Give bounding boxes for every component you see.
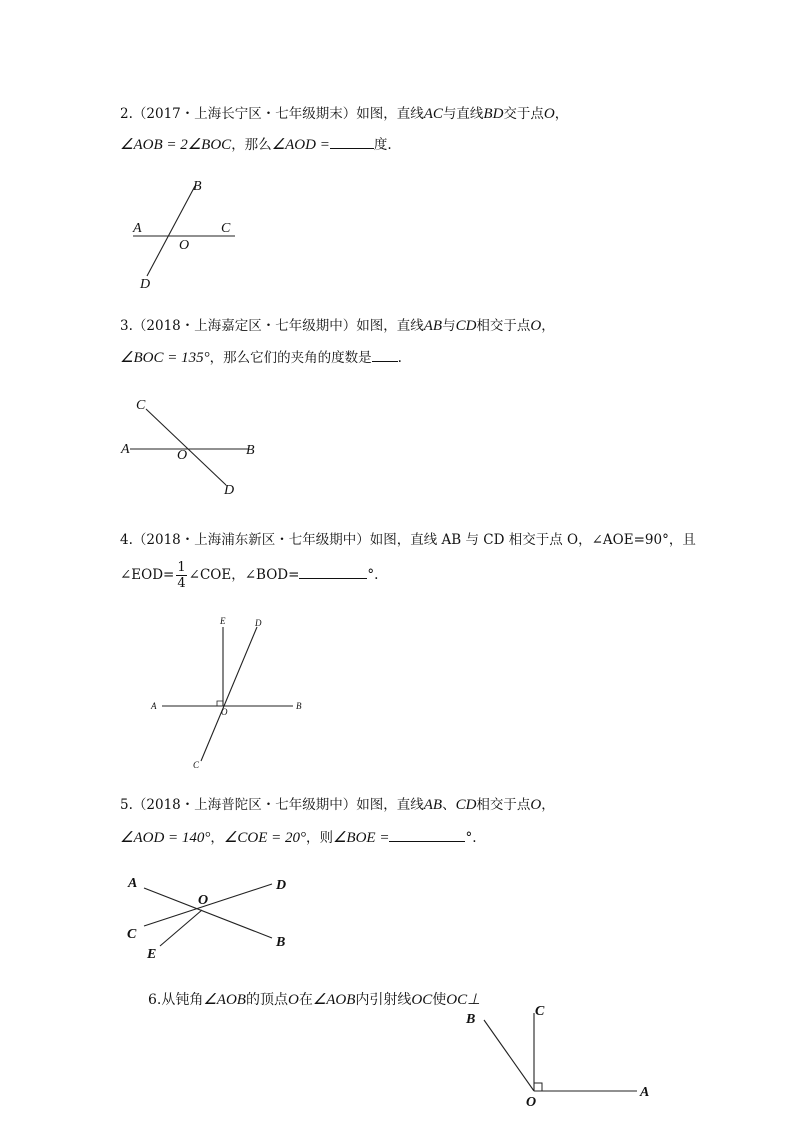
label-o: O xyxy=(526,1095,537,1110)
math-ab: AB xyxy=(423,797,443,813)
problem-2-line-2 xyxy=(120,134,392,155)
problem-text: ，则 xyxy=(305,830,333,846)
problem-6-figure xyxy=(462,998,662,1113)
label-e: E xyxy=(147,947,157,962)
line-bd xyxy=(147,186,195,276)
problem-text: ， xyxy=(541,797,555,813)
problem-3-figure xyxy=(118,393,268,503)
ray-ob xyxy=(484,1020,534,1091)
problem-text: . xyxy=(397,350,402,366)
math-perp: OC⊥ xyxy=(446,992,481,1008)
problem-6-line-1 xyxy=(148,990,480,1010)
problem-text: 内引射线 xyxy=(355,992,412,1008)
math-question: ∠AOD = xyxy=(271,137,330,153)
problem-number: 6. xyxy=(148,992,162,1008)
problem-4-figure xyxy=(148,613,313,773)
problem-text: ，那么 xyxy=(231,137,272,153)
math-condition: ∠BOC = 135° xyxy=(120,350,210,366)
problem-text: 的顶点 xyxy=(245,992,288,1008)
math-cd: CD xyxy=(455,797,477,813)
label-d: D xyxy=(224,483,235,498)
problem-text: 使 xyxy=(432,992,447,1008)
problem-source: （2017・上海长宁区・七年级期末） xyxy=(132,106,357,122)
math-condition: ∠AOB = 2∠BOC xyxy=(120,137,232,153)
label-o: O xyxy=(221,707,228,717)
problem-text: 相交于点 xyxy=(476,318,531,334)
problem-number: 3. xyxy=(120,318,133,334)
answer-blank[interactable] xyxy=(389,827,465,842)
problem-2-figure xyxy=(125,172,245,297)
label-b: B xyxy=(246,443,255,458)
problem-text: 相交于点 xyxy=(476,797,531,813)
problem-3-line-1 xyxy=(120,316,555,336)
answer-blank[interactable] xyxy=(299,564,367,579)
math-angle: ∠AOB xyxy=(203,992,246,1008)
problem-text: ，那么它们的夹角的度数是 xyxy=(209,350,372,366)
label-e: E xyxy=(220,616,226,626)
problem-text: 从钝角 xyxy=(161,992,204,1008)
label-c: C xyxy=(221,221,231,236)
label-a: A xyxy=(133,221,142,236)
label-b: B xyxy=(193,179,202,194)
problem-text: 交于点 xyxy=(503,106,544,122)
problem-5-figure xyxy=(122,870,302,965)
problem-4-line-1 xyxy=(120,530,696,550)
line-cd xyxy=(201,627,257,761)
problem-number: 2. xyxy=(120,106,133,122)
problem-text: 如图，直线 xyxy=(356,106,424,122)
label-d: D xyxy=(255,618,262,628)
line-cd xyxy=(146,409,226,485)
math-cd: CD xyxy=(455,318,477,334)
problem-5-line-2 xyxy=(120,827,477,848)
problem-text: 与直线 xyxy=(442,106,484,122)
label-a: A xyxy=(121,442,130,457)
math-angle: ∠AOB xyxy=(312,992,356,1008)
problem-number: 4. xyxy=(120,532,133,548)
math-question: ∠BOE = xyxy=(332,830,390,846)
problem-5-line-1 xyxy=(120,795,555,815)
math-o: O xyxy=(530,797,542,813)
label-d: D xyxy=(276,878,287,893)
problem-text: ∠COE，∠BOD= xyxy=(188,567,300,583)
answer-blank[interactable] xyxy=(372,347,398,362)
problem-text: 如图，直线 xyxy=(356,797,424,813)
right-angle-mark xyxy=(534,1083,542,1091)
problem-text: 如图，直线 AB 与 CD 相交于点 O，∠AOE=90°，且 xyxy=(369,532,696,548)
problem-text: 、 xyxy=(442,797,456,813)
problem-number: 5. xyxy=(120,797,133,813)
label-c: C xyxy=(136,398,146,413)
math-condition: ∠AOD = 140° xyxy=(120,830,211,846)
problem-text: 度. xyxy=(373,137,392,153)
fraction xyxy=(176,560,186,591)
problem-text: 与 xyxy=(442,318,456,334)
label-b: B xyxy=(276,935,286,950)
label-o: O xyxy=(179,238,190,253)
problem-text: 如图，直线 xyxy=(356,318,424,334)
label-b: B xyxy=(296,701,302,711)
label-a: A xyxy=(128,876,138,891)
problem-text: 在 xyxy=(298,992,313,1008)
problem-text: ， xyxy=(210,830,224,846)
answer-blank[interactable] xyxy=(330,134,374,149)
fraction-numerator: 1 xyxy=(177,560,186,575)
math-ray: OC xyxy=(411,992,433,1008)
problem-text: ∠EOD= xyxy=(120,567,175,583)
label-c: C xyxy=(127,927,137,942)
problem-4-line-2 xyxy=(120,560,378,591)
label-d: D xyxy=(140,277,151,292)
ray-oe xyxy=(160,910,202,946)
math-ac: AC xyxy=(423,106,443,122)
math-condition: ∠COE = 20° xyxy=(223,830,306,846)
math-bd: BD xyxy=(483,106,504,122)
label-c: C xyxy=(535,1004,545,1019)
math-o: O xyxy=(543,106,555,122)
label-a: A xyxy=(640,1085,650,1100)
math-o: O xyxy=(287,992,299,1008)
problem-source: （2018・上海浦东新区・七年级期中） xyxy=(132,532,370,548)
problem-source: （2018・上海普陀区・七年级期中） xyxy=(132,797,357,813)
problem-3-line-2 xyxy=(120,347,402,368)
problem-text: °. xyxy=(465,830,477,846)
label-a: A xyxy=(151,701,157,711)
problem-text: ， xyxy=(554,106,569,122)
problem-text: °. xyxy=(367,567,379,583)
math-o: O xyxy=(530,318,542,334)
problem-text: ， xyxy=(541,318,555,334)
label-o: O xyxy=(177,448,188,463)
fraction-denominator: 4 xyxy=(177,576,186,591)
problem-2-line-1 xyxy=(120,104,568,124)
math-ab: AB xyxy=(423,318,443,334)
label-o: O xyxy=(198,893,209,908)
label-c: C xyxy=(193,760,200,770)
problem-source: （2018・上海嘉定区・七年级期中） xyxy=(132,318,357,334)
right-angle-mark xyxy=(217,701,223,706)
label-b: B xyxy=(466,1012,476,1027)
